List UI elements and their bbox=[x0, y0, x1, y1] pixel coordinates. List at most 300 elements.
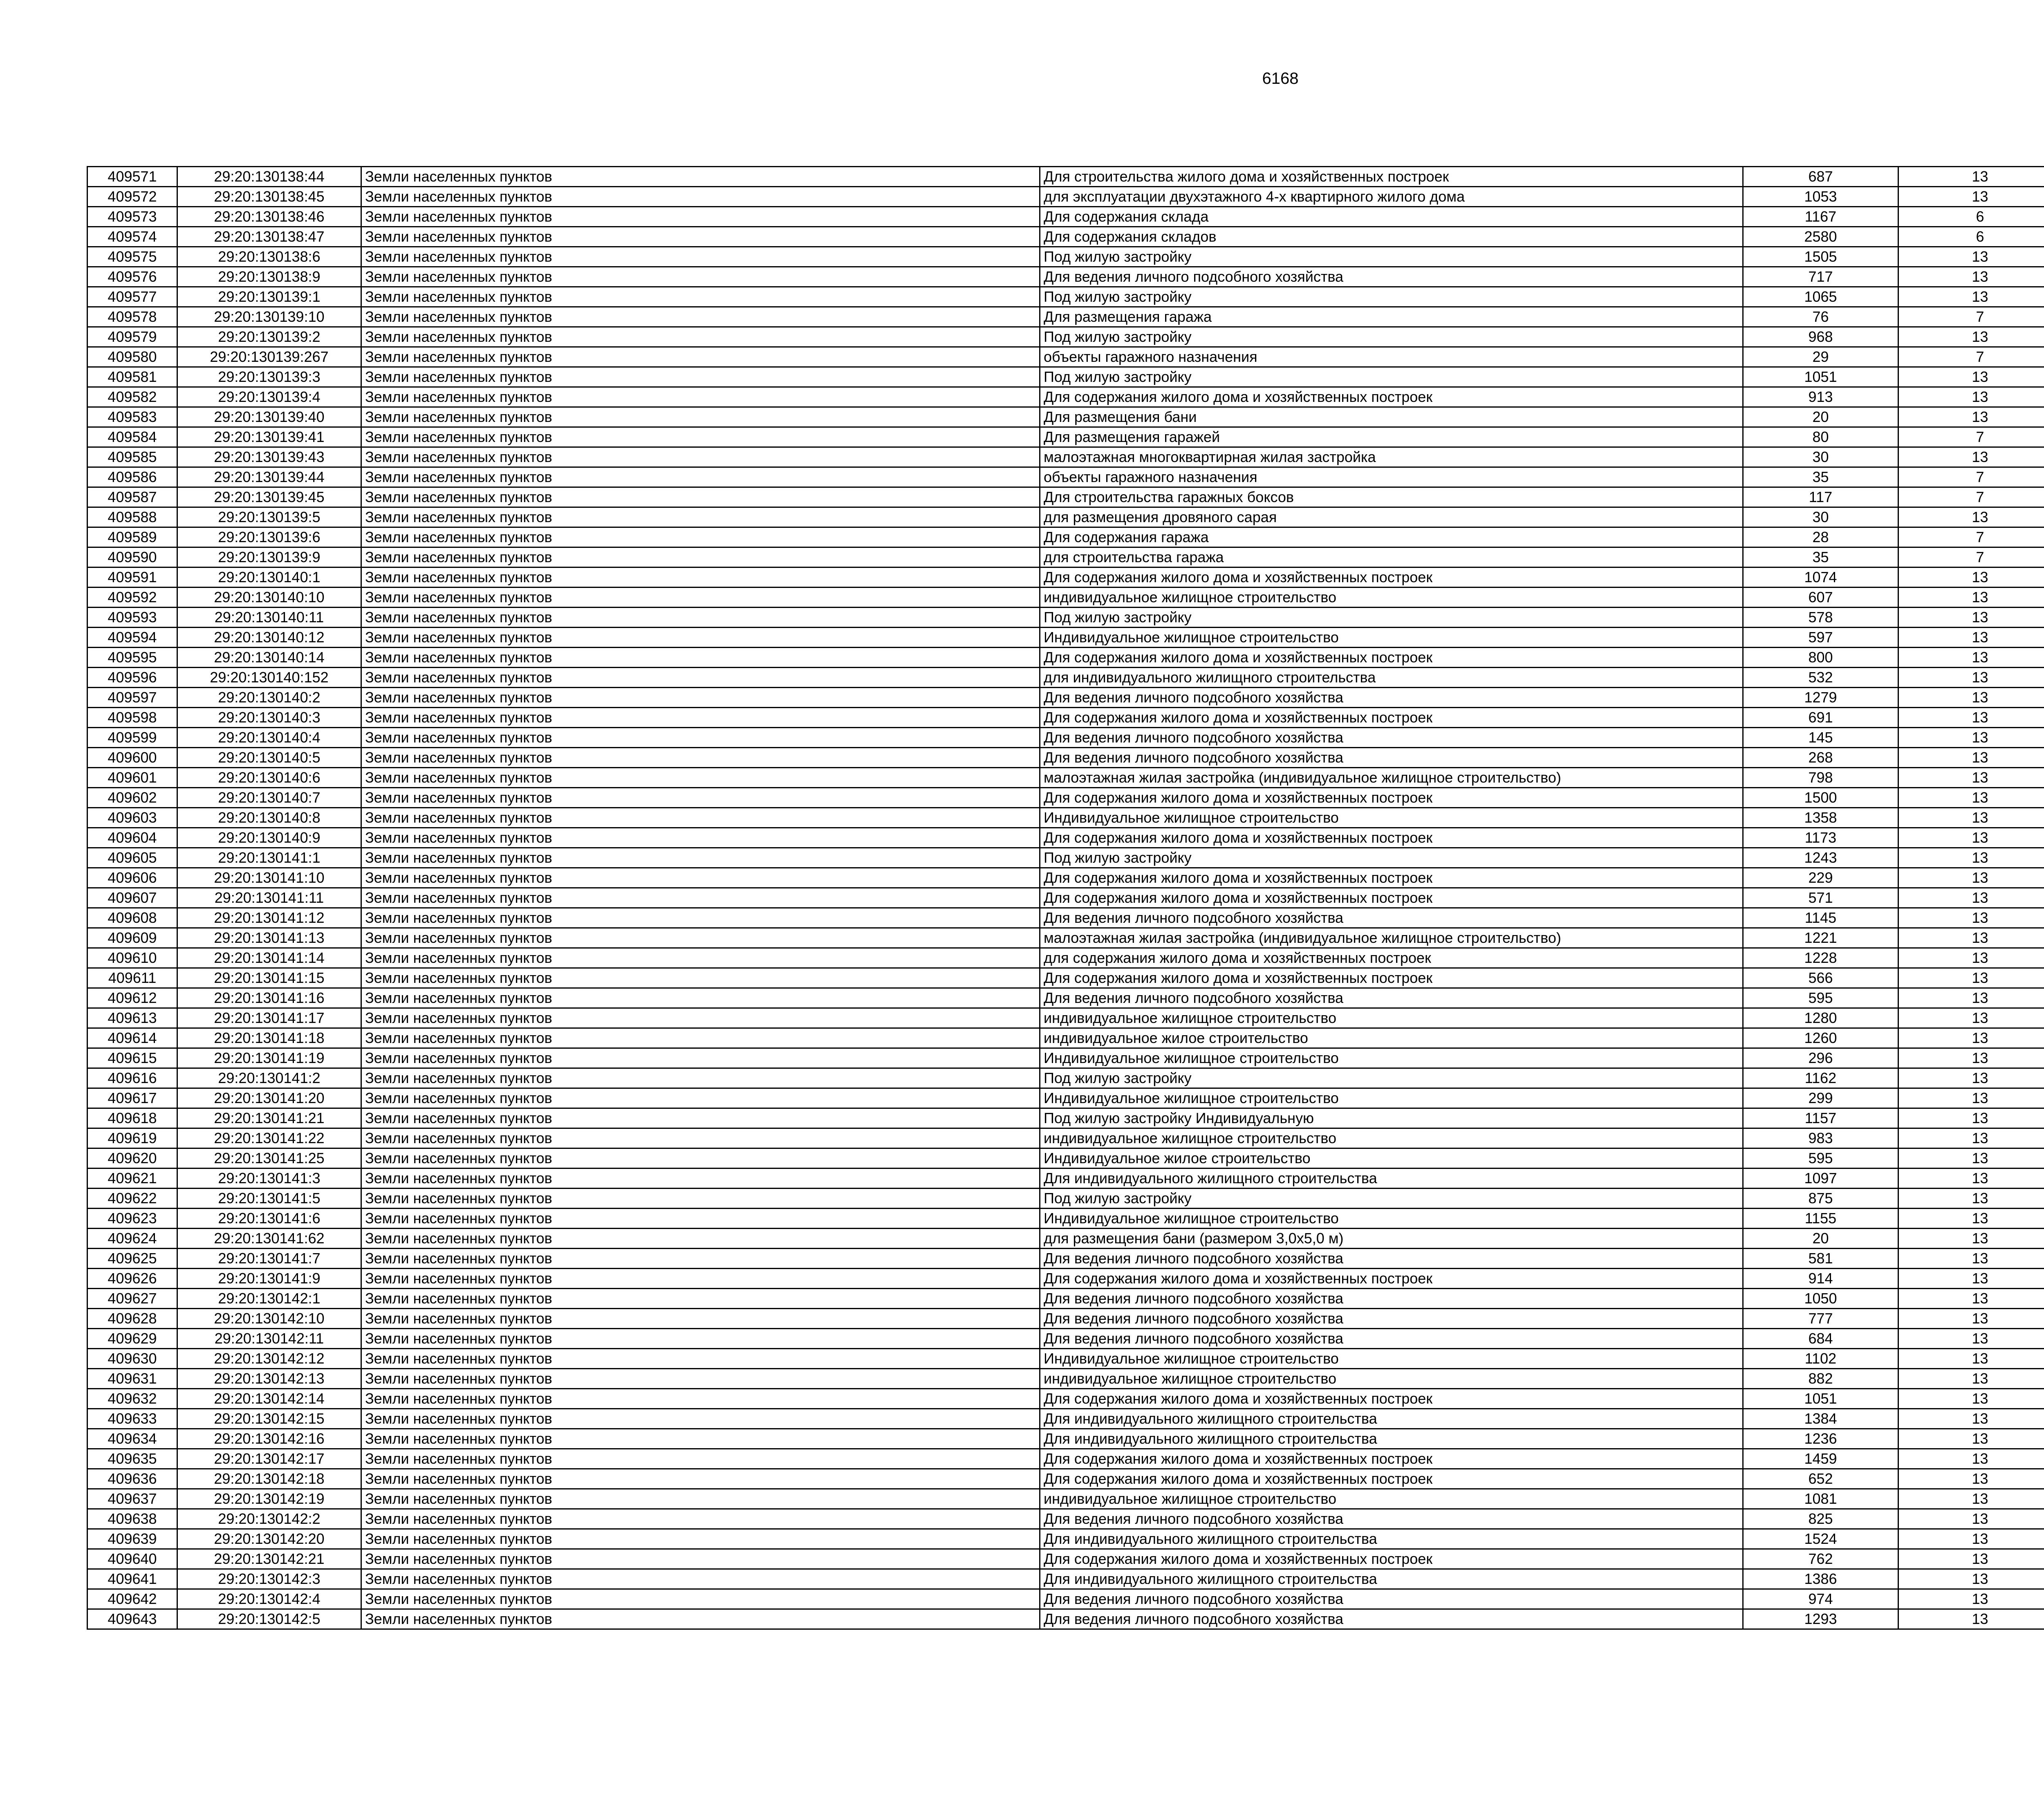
permitted-use-cell: Для содержания жилого дома и хозяйственных построек bbox=[1040, 387, 1743, 407]
record-number-cell: 409597 bbox=[87, 688, 177, 708]
permitted-use-cell: Для ведения личного подсобного хозяйства bbox=[1040, 1289, 1743, 1309]
group-cell: 13 bbox=[1898, 1329, 2044, 1349]
cadastral-number-cell: 29:20:130140:152 bbox=[177, 668, 361, 688]
cadastral-number-cell: 29:20:130141:22 bbox=[177, 1128, 361, 1148]
group-cell: 13 bbox=[1898, 628, 2044, 648]
table-body bbox=[87, 167, 2044, 1629]
land-category-cell: Земли населенных пунктов bbox=[361, 1329, 1040, 1349]
table-row bbox=[87, 1609, 2044, 1629]
permitted-use-cell: Под жилую застройку bbox=[1040, 608, 1743, 628]
record-number-cell: 409584 bbox=[87, 427, 177, 447]
table-row bbox=[87, 307, 2044, 327]
area-cell: 607 bbox=[1743, 588, 1898, 608]
group-cell: 13 bbox=[1898, 1569, 2044, 1589]
permitted-use-cell: Для содержания жилого дома и хозяйственных построек bbox=[1040, 1469, 1743, 1489]
table-row bbox=[87, 1108, 2044, 1128]
permitted-use-cell: Индивидуальное жилищное строительство bbox=[1040, 1209, 1743, 1229]
land-category-cell: Земли населенных пунктов bbox=[361, 1469, 1040, 1489]
cadastral-number-cell: 29:20:130139:41 bbox=[177, 427, 361, 447]
cadastral-number-cell: 29:20:130140:9 bbox=[177, 828, 361, 848]
table-row bbox=[87, 808, 2044, 828]
permitted-use-cell: Индивидуальное жилищное строительство bbox=[1040, 628, 1743, 648]
permitted-use-cell: Индивидуальное жилищное строительство bbox=[1040, 1048, 1743, 1068]
record-number-cell: 409575 bbox=[87, 247, 177, 267]
area-cell: 875 bbox=[1743, 1189, 1898, 1209]
table-row bbox=[87, 1209, 2044, 1229]
group-cell: 13 bbox=[1898, 1108, 2044, 1128]
area-cell: 532 bbox=[1743, 668, 1898, 688]
table-row bbox=[87, 928, 2044, 948]
table-row bbox=[87, 708, 2044, 728]
record-number-cell: 409633 bbox=[87, 1409, 177, 1429]
group-cell: 13 bbox=[1898, 1589, 2044, 1609]
group-cell: 13 bbox=[1898, 1609, 2044, 1629]
record-number-cell: 409615 bbox=[87, 1048, 177, 1068]
land-category-cell: Земли населенных пунктов bbox=[361, 1309, 1040, 1329]
permitted-use-cell: Для индивидуального жилищного строительства bbox=[1040, 1529, 1743, 1549]
cadastral-number-cell: 29:20:130142:20 bbox=[177, 1529, 361, 1549]
land-category-cell: Земли населенных пунктов bbox=[361, 1589, 1040, 1609]
land-category-cell: Земли населенных пунктов bbox=[361, 447, 1040, 467]
area-cell: 30 bbox=[1743, 507, 1898, 527]
land-category-cell: Земли населенных пунктов bbox=[361, 668, 1040, 688]
table-row bbox=[87, 1189, 2044, 1209]
cadastral-number-cell: 29:20:130139:40 bbox=[177, 407, 361, 427]
area-cell: 571 bbox=[1743, 888, 1898, 908]
area-cell: 597 bbox=[1743, 628, 1898, 648]
area-cell: 1162 bbox=[1743, 1068, 1898, 1088]
group-cell: 13 bbox=[1898, 668, 2044, 688]
area-cell: 1051 bbox=[1743, 1389, 1898, 1409]
cadastral-number-cell: 29:20:130141:25 bbox=[177, 1148, 361, 1169]
area-cell: 268 bbox=[1743, 748, 1898, 768]
land-category-cell: Земли населенных пунктов bbox=[361, 327, 1040, 347]
group-cell: 13 bbox=[1898, 1169, 2044, 1189]
permitted-use-cell: Для индивидуального жилищного строительства bbox=[1040, 1569, 1743, 1589]
record-number-cell: 409635 bbox=[87, 1449, 177, 1469]
table-row bbox=[87, 247, 2044, 267]
record-number-cell: 409634 bbox=[87, 1429, 177, 1449]
area-cell: 20 bbox=[1743, 407, 1898, 427]
table-row bbox=[87, 1028, 2044, 1048]
land-category-cell: Земли населенных пунктов bbox=[361, 728, 1040, 748]
table-row bbox=[87, 608, 2044, 628]
area-cell: 914 bbox=[1743, 1269, 1898, 1289]
group-cell: 13 bbox=[1898, 1209, 2044, 1229]
area-cell: 1155 bbox=[1743, 1209, 1898, 1229]
record-number-cell: 409625 bbox=[87, 1249, 177, 1269]
group-cell: 13 bbox=[1898, 407, 2044, 427]
area-cell: 229 bbox=[1743, 868, 1898, 888]
table-row bbox=[87, 988, 2044, 1008]
land-category-cell: Земли населенных пунктов bbox=[361, 1229, 1040, 1249]
area-cell: 1221 bbox=[1743, 928, 1898, 948]
permitted-use-cell: Для размещения гаражей bbox=[1040, 427, 1743, 447]
permitted-use-cell: Для содержания жилого дома и хозяйственных построек bbox=[1040, 868, 1743, 888]
land-category-cell: Земли населенных пунктов bbox=[361, 768, 1040, 788]
table-row bbox=[87, 487, 2044, 507]
group-cell: 13 bbox=[1898, 1409, 2044, 1429]
area-cell: 1243 bbox=[1743, 848, 1898, 868]
group-cell: 13 bbox=[1898, 1549, 2044, 1569]
table-row bbox=[87, 1128, 2044, 1148]
table-row bbox=[87, 1289, 2044, 1309]
record-number-cell: 409591 bbox=[87, 567, 177, 588]
permitted-use-cell: Под жилую застройку bbox=[1040, 1189, 1743, 1209]
area-cell: 1081 bbox=[1743, 1489, 1898, 1509]
cadastral-number-cell: 29:20:130142:4 bbox=[177, 1589, 361, 1609]
record-number-cell: 409643 bbox=[87, 1609, 177, 1629]
area-cell: 566 bbox=[1743, 968, 1898, 988]
record-number-cell: 409641 bbox=[87, 1569, 177, 1589]
land-category-cell: Земли населенных пунктов bbox=[361, 167, 1040, 187]
land-category-cell: Земли населенных пунктов bbox=[361, 848, 1040, 868]
cadastral-number-cell: 29:20:130139:43 bbox=[177, 447, 361, 467]
area-cell: 1145 bbox=[1743, 908, 1898, 928]
group-cell: 13 bbox=[1898, 187, 2044, 207]
group-cell: 13 bbox=[1898, 748, 2044, 768]
permitted-use-cell: Под жилую застройку bbox=[1040, 287, 1743, 307]
area-cell: 1524 bbox=[1743, 1529, 1898, 1549]
table-row bbox=[87, 167, 2044, 187]
cadastral-number-cell: 29:20:130142:21 bbox=[177, 1549, 361, 1569]
cadastral-number-cell: 29:20:130141:12 bbox=[177, 908, 361, 928]
area-cell: 1279 bbox=[1743, 688, 1898, 708]
cadastral-number-cell: 29:20:130142:5 bbox=[177, 1609, 361, 1629]
permitted-use-cell: малоэтажная жилая застройка (индивидуальное жилищное строительство) bbox=[1040, 928, 1743, 948]
table-row bbox=[87, 648, 2044, 668]
permitted-use-cell: Индивидуальное жилищное строительство bbox=[1040, 1088, 1743, 1108]
permitted-use-cell: Под жилую застройку bbox=[1040, 327, 1743, 347]
table-row bbox=[87, 1589, 2044, 1609]
land-category-cell: Земли населенных пунктов bbox=[361, 808, 1040, 828]
cadastral-number-cell: 29:20:130139:6 bbox=[177, 527, 361, 547]
group-cell: 13 bbox=[1898, 588, 2044, 608]
permitted-use-cell: Индивидуальное жилищное строительство bbox=[1040, 808, 1743, 828]
permitted-use-cell: индивидуальное жилищное строительство bbox=[1040, 1128, 1743, 1148]
land-category-cell: Земли населенных пунктов bbox=[361, 608, 1040, 628]
area-cell: 28 bbox=[1743, 527, 1898, 547]
area-cell: 1102 bbox=[1743, 1349, 1898, 1369]
group-cell: 13 bbox=[1898, 648, 2044, 668]
cadastral-number-cell: 29:20:130141:19 bbox=[177, 1048, 361, 1068]
group-cell: 13 bbox=[1898, 808, 2044, 828]
land-category-cell: Земли населенных пунктов bbox=[361, 948, 1040, 968]
land-category-cell: Земли населенных пунктов bbox=[361, 567, 1040, 588]
land-category-cell: Земли населенных пунктов bbox=[361, 1349, 1040, 1369]
record-number-cell: 409589 bbox=[87, 527, 177, 547]
cadastral-number-cell: 29:20:130142:10 bbox=[177, 1309, 361, 1329]
land-category-cell: Земли населенных пунктов bbox=[361, 828, 1040, 848]
record-number-cell: 409581 bbox=[87, 367, 177, 387]
cadastral-number-cell: 29:20:130140:5 bbox=[177, 748, 361, 768]
record-number-cell: 409572 bbox=[87, 187, 177, 207]
land-category-cell: Земли населенных пунктов bbox=[361, 1028, 1040, 1048]
record-number-cell: 409582 bbox=[87, 387, 177, 407]
permitted-use-cell: Для содержания складов bbox=[1040, 227, 1743, 247]
record-number-cell: 409642 bbox=[87, 1589, 177, 1609]
record-number-cell: 409606 bbox=[87, 868, 177, 888]
record-number-cell: 409598 bbox=[87, 708, 177, 728]
cadastral-number-cell: 29:20:130139:45 bbox=[177, 487, 361, 507]
table-row bbox=[87, 507, 2044, 527]
group-cell: 13 bbox=[1898, 888, 2044, 908]
cadastral-number-cell: 29:20:130140:11 bbox=[177, 608, 361, 628]
area-cell: 968 bbox=[1743, 327, 1898, 347]
area-cell: 913 bbox=[1743, 387, 1898, 407]
permitted-use-cell: Для содержания гаража bbox=[1040, 527, 1743, 547]
group-cell: 13 bbox=[1898, 1289, 2044, 1309]
permitted-use-cell: индивидуальное жилое строительство bbox=[1040, 1028, 1743, 1048]
cadastral-number-cell: 29:20:130141:14 bbox=[177, 948, 361, 968]
table-row bbox=[87, 1329, 2044, 1349]
permitted-use-cell: Для содержания жилого дома и хозяйственных построек bbox=[1040, 708, 1743, 728]
cadastral-number-cell: 29:20:130141:11 bbox=[177, 888, 361, 908]
table-row bbox=[87, 547, 2044, 567]
area-cell: 581 bbox=[1743, 1249, 1898, 1269]
permitted-use-cell: Для индивидуального жилищного строительства bbox=[1040, 1169, 1743, 1189]
permitted-use-cell: индивидуальное жилищное строительство bbox=[1040, 1489, 1743, 1509]
table-row bbox=[87, 1549, 2044, 1569]
table-row bbox=[87, 187, 2044, 207]
table-row bbox=[87, 1229, 2044, 1249]
group-cell: 7 bbox=[1898, 427, 2044, 447]
land-category-cell: Земли населенных пунктов bbox=[361, 748, 1040, 768]
area-cell: 882 bbox=[1743, 1369, 1898, 1389]
group-cell: 13 bbox=[1898, 1489, 2044, 1509]
record-number-cell: 409636 bbox=[87, 1469, 177, 1489]
group-cell: 13 bbox=[1898, 728, 2044, 748]
land-category-cell: Земли населенных пунктов bbox=[361, 1529, 1040, 1549]
group-cell: 13 bbox=[1898, 267, 2044, 287]
cadastral-number-cell: 29:20:130138:46 bbox=[177, 207, 361, 227]
record-number-cell: 409609 bbox=[87, 928, 177, 948]
area-cell: 1173 bbox=[1743, 828, 1898, 848]
cadastral-number-cell: 29:20:130142:17 bbox=[177, 1449, 361, 1469]
record-number-cell: 409595 bbox=[87, 648, 177, 668]
cadastral-number-cell: 29:20:130139:44 bbox=[177, 467, 361, 487]
group-cell: 13 bbox=[1898, 567, 2044, 588]
land-category-cell: Земли населенных пунктов bbox=[361, 1108, 1040, 1128]
permitted-use-cell: Для размещения бани bbox=[1040, 407, 1743, 427]
area-cell: 691 bbox=[1743, 708, 1898, 728]
table-row bbox=[87, 968, 2044, 988]
area-cell: 684 bbox=[1743, 1329, 1898, 1349]
area-cell: 777 bbox=[1743, 1309, 1898, 1329]
permitted-use-cell: Для содержания жилого дома и хозяйственных построек bbox=[1040, 788, 1743, 808]
table-row bbox=[87, 948, 2044, 968]
permitted-use-cell: Для содержания жилого дома и хозяйственных построек bbox=[1040, 648, 1743, 668]
group-cell: 13 bbox=[1898, 1369, 2044, 1389]
land-category-cell: Земли населенных пунктов bbox=[361, 307, 1040, 327]
permitted-use-cell: индивидуальное жилищное строительство bbox=[1040, 1369, 1743, 1389]
area-cell: 2580 bbox=[1743, 227, 1898, 247]
table-row bbox=[87, 1389, 2044, 1409]
table-row bbox=[87, 327, 2044, 347]
area-cell: 717 bbox=[1743, 267, 1898, 287]
table-row bbox=[87, 1449, 2044, 1469]
land-category-cell: Земли населенных пунктов bbox=[361, 968, 1040, 988]
land-category-cell: Земли населенных пунктов bbox=[361, 888, 1040, 908]
area-cell: 20 bbox=[1743, 1229, 1898, 1249]
land-category-cell: Земли населенных пунктов bbox=[361, 868, 1040, 888]
area-cell: 652 bbox=[1743, 1469, 1898, 1489]
group-cell: 13 bbox=[1898, 1309, 2044, 1329]
record-number-cell: 409601 bbox=[87, 768, 177, 788]
permitted-use-cell: малоэтажная жилая застройка (индивидуальное жилищное строительство) bbox=[1040, 768, 1743, 788]
group-cell: 13 bbox=[1898, 1269, 2044, 1289]
cadastral-number-cell: 29:20:130142:19 bbox=[177, 1489, 361, 1509]
area-cell: 299 bbox=[1743, 1088, 1898, 1108]
cadastral-number-cell: 29:20:130141:16 bbox=[177, 988, 361, 1008]
record-number-cell: 409620 bbox=[87, 1148, 177, 1169]
record-number-cell: 409604 bbox=[87, 828, 177, 848]
cadastral-number-cell: 29:20:130139:5 bbox=[177, 507, 361, 527]
table-row bbox=[87, 387, 2044, 407]
permitted-use-cell: для содержания жилого дома и хозяйственных построек bbox=[1040, 948, 1743, 968]
table-row bbox=[87, 668, 2044, 688]
table-row bbox=[87, 628, 2044, 648]
group-cell: 13 bbox=[1898, 968, 2044, 988]
land-category-cell: Земли населенных пунктов bbox=[361, 1169, 1040, 1189]
land-category-cell: Земли населенных пунктов bbox=[361, 1148, 1040, 1169]
permitted-use-cell: Для размещения гаража bbox=[1040, 307, 1743, 327]
record-number-cell: 409640 bbox=[87, 1549, 177, 1569]
area-cell: 825 bbox=[1743, 1509, 1898, 1529]
permitted-use-cell: Для ведения личного подсобного хозяйства bbox=[1040, 1589, 1743, 1609]
area-cell: 595 bbox=[1743, 988, 1898, 1008]
table-row bbox=[87, 828, 2044, 848]
table-row bbox=[87, 447, 2044, 467]
table-row bbox=[87, 1008, 2044, 1028]
land-category-cell: Земли населенных пунктов bbox=[361, 427, 1040, 447]
table-row bbox=[87, 287, 2044, 307]
cadastral-number-cell: 29:20:130139:2 bbox=[177, 327, 361, 347]
cadastral-number-cell: 29:20:130140:7 bbox=[177, 788, 361, 808]
land-category-cell: Земли населенных пунктов bbox=[361, 628, 1040, 648]
group-cell: 13 bbox=[1898, 1128, 2044, 1148]
group-cell: 13 bbox=[1898, 1349, 2044, 1369]
record-number-cell: 409583 bbox=[87, 407, 177, 427]
area-cell: 578 bbox=[1743, 608, 1898, 628]
table-row bbox=[87, 1429, 2044, 1449]
group-cell: 13 bbox=[1898, 1469, 2044, 1489]
area-cell: 762 bbox=[1743, 1549, 1898, 1569]
cadastral-number-cell: 29:20:130140:1 bbox=[177, 567, 361, 588]
permitted-use-cell: для размещения дровяного сарая bbox=[1040, 507, 1743, 527]
table-row bbox=[87, 1489, 2044, 1509]
record-number-cell: 409638 bbox=[87, 1509, 177, 1529]
group-cell: 13 bbox=[1898, 988, 2044, 1008]
table-row bbox=[87, 227, 2044, 247]
cadastral-number-cell: 29:20:130141:21 bbox=[177, 1108, 361, 1128]
land-category-cell: Земли населенных пунктов bbox=[361, 267, 1040, 287]
record-number-cell: 409579 bbox=[87, 327, 177, 347]
land-category-cell: Земли населенных пунктов bbox=[361, 507, 1040, 527]
cadastral-number-cell: 29:20:130138:44 bbox=[177, 167, 361, 187]
record-number-cell: 409629 bbox=[87, 1329, 177, 1349]
land-category-cell: Земли населенных пунктов bbox=[361, 1549, 1040, 1569]
table-row bbox=[87, 267, 2044, 287]
group-cell: 7 bbox=[1898, 307, 2044, 327]
land-category-cell: Земли населенных пунктов bbox=[361, 247, 1040, 267]
permitted-use-cell: Индивидуальное жилищное строительство bbox=[1040, 1349, 1743, 1369]
cadastral-number-cell: 29:20:130141:3 bbox=[177, 1169, 361, 1189]
cadastral-number-cell: 29:20:130138:6 bbox=[177, 247, 361, 267]
record-number-cell: 409590 bbox=[87, 547, 177, 567]
record-number-cell: 409632 bbox=[87, 1389, 177, 1409]
land-category-cell: Земли населенных пунктов bbox=[361, 547, 1040, 567]
record-number-cell: 409603 bbox=[87, 808, 177, 828]
land-category-cell: Земли населенных пунктов bbox=[361, 1409, 1040, 1429]
area-cell: 1293 bbox=[1743, 1609, 1898, 1629]
permitted-use-cell: Для содержания жилого дома и хозяйственных построек bbox=[1040, 1549, 1743, 1569]
group-cell: 7 bbox=[1898, 527, 2044, 547]
group-cell: 7 bbox=[1898, 467, 2044, 487]
cadastral-number-cell: 29:20:130140:2 bbox=[177, 688, 361, 708]
area-cell: 80 bbox=[1743, 427, 1898, 447]
cadastral-number-cell: 29:20:130139:1 bbox=[177, 287, 361, 307]
area-cell: 30 bbox=[1743, 447, 1898, 467]
area-cell: 1386 bbox=[1743, 1569, 1898, 1589]
land-category-cell: Земли населенных пунктов bbox=[361, 648, 1040, 668]
cadastral-number-cell: 29:20:130140:14 bbox=[177, 648, 361, 668]
area-cell: 1050 bbox=[1743, 1289, 1898, 1309]
table-row bbox=[87, 588, 2044, 608]
cadastral-number-cell: 29:20:130138:9 bbox=[177, 267, 361, 287]
cadastral-number-cell: 29:20:130142:16 bbox=[177, 1429, 361, 1449]
permitted-use-cell: объекты гаражного назначения bbox=[1040, 467, 1743, 487]
land-category-cell: Земли населенных пунктов bbox=[361, 1048, 1040, 1068]
table-row bbox=[87, 788, 2044, 808]
area-cell: 1228 bbox=[1743, 948, 1898, 968]
land-category-cell: Земли населенных пунктов bbox=[361, 1289, 1040, 1309]
table-row bbox=[87, 1309, 2044, 1329]
record-number-cell: 409618 bbox=[87, 1108, 177, 1128]
record-number-cell: 409627 bbox=[87, 1289, 177, 1309]
record-number-cell: 409611 bbox=[87, 968, 177, 988]
record-number-cell: 409608 bbox=[87, 908, 177, 928]
land-category-cell: Земли населенных пунктов bbox=[361, 1429, 1040, 1449]
permitted-use-cell: Для содержания жилого дома и хозяйственных построек bbox=[1040, 968, 1743, 988]
permitted-use-cell: Для ведения личного подсобного хозяйства bbox=[1040, 988, 1743, 1008]
land-category-cell: Земли населенных пунктов bbox=[361, 1269, 1040, 1289]
land-category-cell: Земли населенных пунктов bbox=[361, 1569, 1040, 1589]
area-cell: 29 bbox=[1743, 347, 1898, 367]
land-category-cell: Земли населенных пунктов bbox=[361, 908, 1040, 928]
cadastral-number-cell: 29:20:130142:2 bbox=[177, 1509, 361, 1529]
table-row bbox=[87, 1469, 2044, 1489]
permitted-use-cell: Для ведения личного подсобного хозяйства bbox=[1040, 1329, 1743, 1349]
cadastral-number-cell: 29:20:130141:1 bbox=[177, 848, 361, 868]
permitted-use-cell: для строительства гаража bbox=[1040, 547, 1743, 567]
land-category-cell: Земли населенных пунктов bbox=[361, 487, 1040, 507]
permitted-use-cell: индивидуальное жилищное строительство bbox=[1040, 588, 1743, 608]
permitted-use-cell: Для ведения личного подсобного хозяйства bbox=[1040, 1509, 1743, 1529]
cadastral-number-cell: 29:20:130141:10 bbox=[177, 868, 361, 888]
cadastral-number-cell: 29:20:130142:13 bbox=[177, 1369, 361, 1389]
cadastral-number-cell: 29:20:130139:9 bbox=[177, 547, 361, 567]
permitted-use-cell: Для содержания жилого дома и хозяйственных построек bbox=[1040, 888, 1743, 908]
permitted-use-cell: для индивидуального жилищного строительства bbox=[1040, 668, 1743, 688]
record-number-cell: 409602 bbox=[87, 788, 177, 808]
cadastral-number-cell: 29:20:130140:12 bbox=[177, 628, 361, 648]
record-number-cell: 409571 bbox=[87, 167, 177, 187]
record-number-cell: 409600 bbox=[87, 748, 177, 768]
record-number-cell: 409622 bbox=[87, 1189, 177, 1209]
cadastral-value-table bbox=[87, 166, 2044, 1630]
record-number-cell: 409577 bbox=[87, 287, 177, 307]
